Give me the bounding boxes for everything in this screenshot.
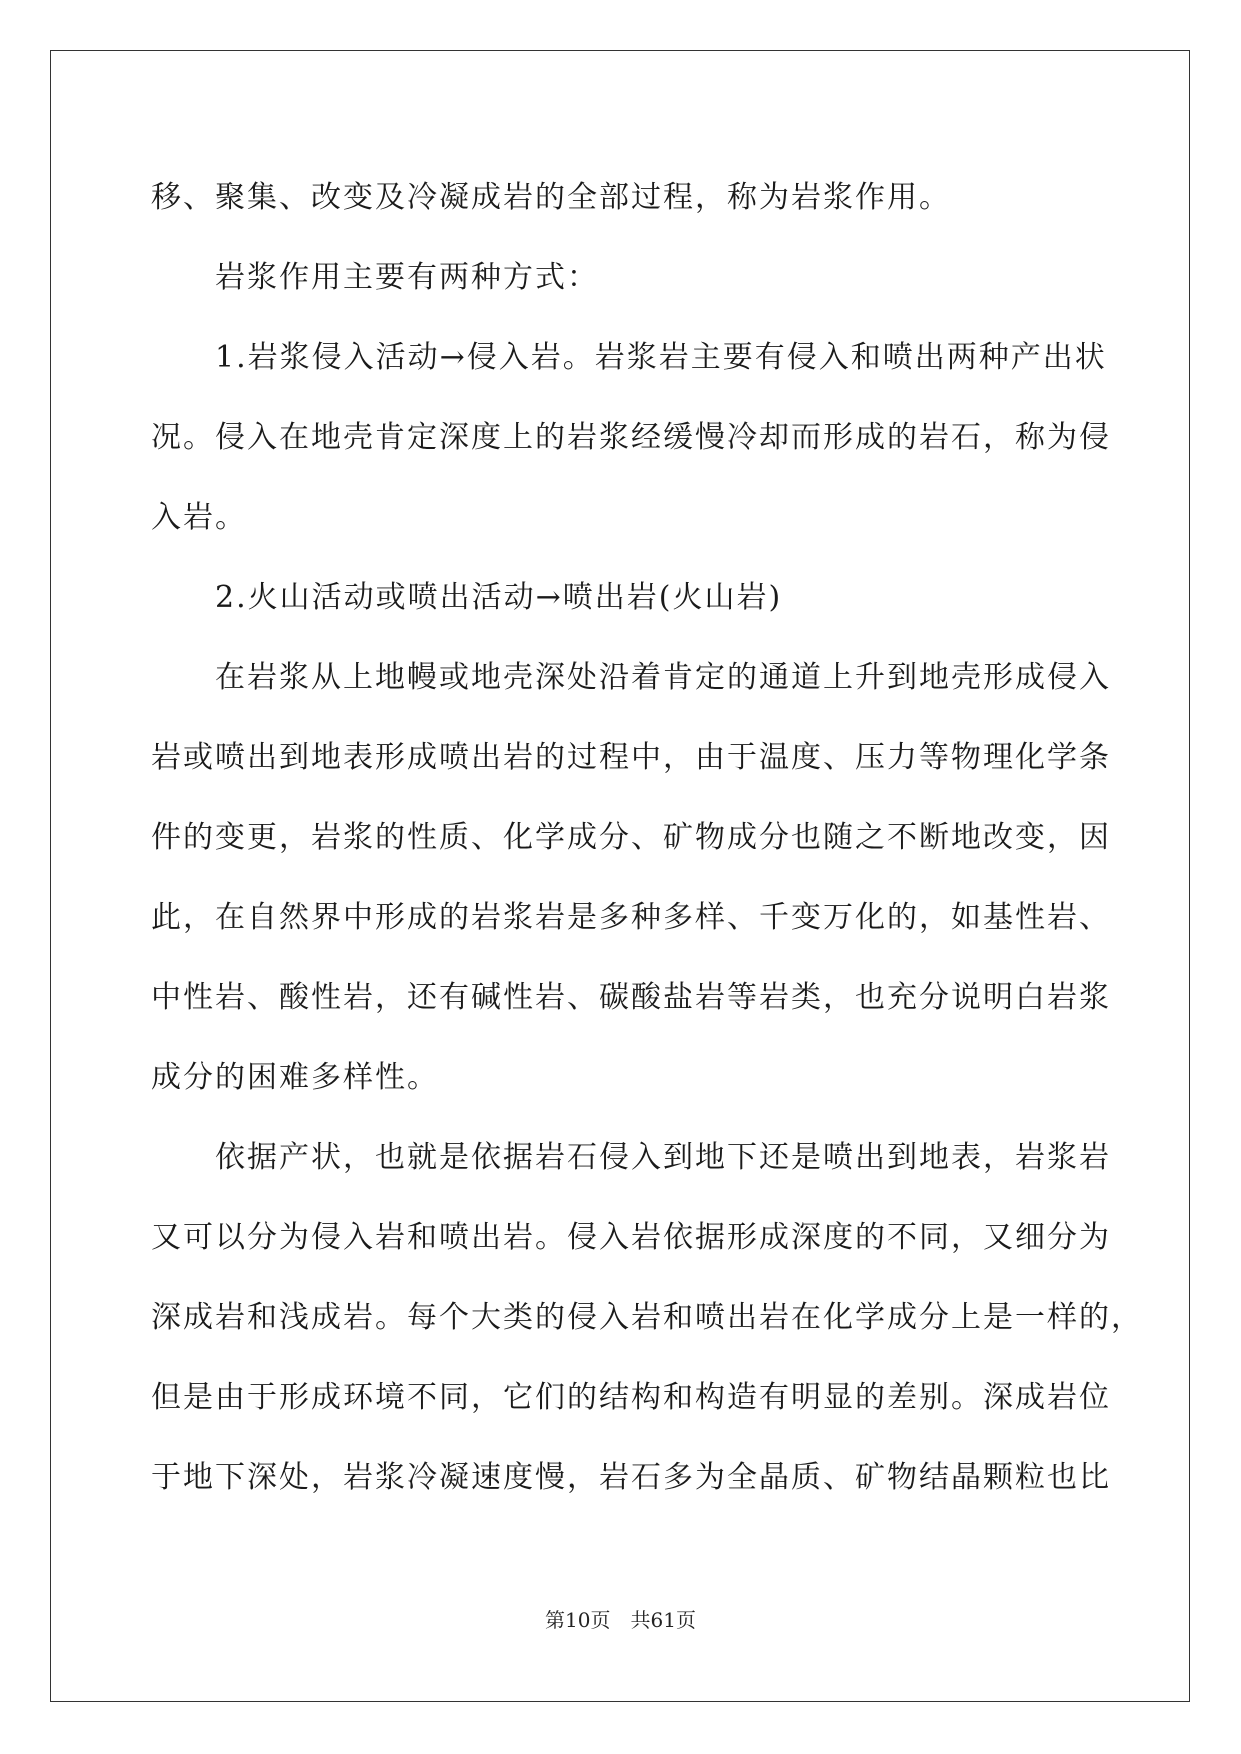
text-line: 岩或喷出到地表形成喷出岩的过程中，由于温度、压力等物理化学条: [151, 740, 1111, 775]
text-line: 此，在自然界中形成的岩浆岩是多种多样、千变万化的，如基性岩、: [151, 900, 1111, 935]
text-line: 依据产状，也就是依据岩石侵入到地下还是喷出到地表，岩浆岩: [215, 1140, 1111, 1175]
text-line: 入岩。: [151, 500, 247, 535]
text-line: 1.岩浆侵入活动→侵入岩。岩浆岩主要有侵入和喷出两种产出状: [215, 340, 1107, 375]
text-line: 件的变更，岩浆的性质、化学成分、矿物成分也随之不断地改变，因: [151, 820, 1111, 855]
text-line: 于地下深处，岩浆冷凝速度慢，岩石多为全晶质、矿物结晶颗粒也比: [151, 1460, 1111, 1495]
text-line: 岩浆作用主要有两种方式：: [215, 260, 599, 295]
text-line: 但是由于形成环境不同，它们的结构和构造有明显的差别。深成岩位: [151, 1380, 1111, 1415]
text-line: 又可以分为侵入岩和喷出岩。侵入岩依据形成深度的不同，又细分为: [151, 1220, 1111, 1255]
page-number-footer: 第10页 共61页: [545, 1608, 696, 1632]
text-line: 深成岩和浅成岩。每个大类的侵入岩和喷出岩在化学成分上是一样的，: [151, 1300, 1143, 1335]
document-body: [151, 158, 1143, 1518]
text-line: 移、聚集、改变及冷凝成岩的全部过程，称为岩浆作用。: [151, 180, 951, 215]
text-line: 2.火山活动或喷出活动→喷出岩(火山岩): [215, 580, 783, 615]
text-line: 在岩浆从上地幔或地壳深处沿着肯定的通道上升到地壳形成侵入: [215, 660, 1111, 695]
text-line: 中性岩、酸性岩，还有碱性岩、碳酸盐岩等岩类，也充分说明白岩浆: [151, 980, 1111, 1015]
text-line: 况。侵入在地壳肯定深度上的岩浆经缓慢冷却而形成的岩石，称为侵: [151, 420, 1111, 455]
text-line: 成分的困难多样性。: [151, 1060, 439, 1095]
